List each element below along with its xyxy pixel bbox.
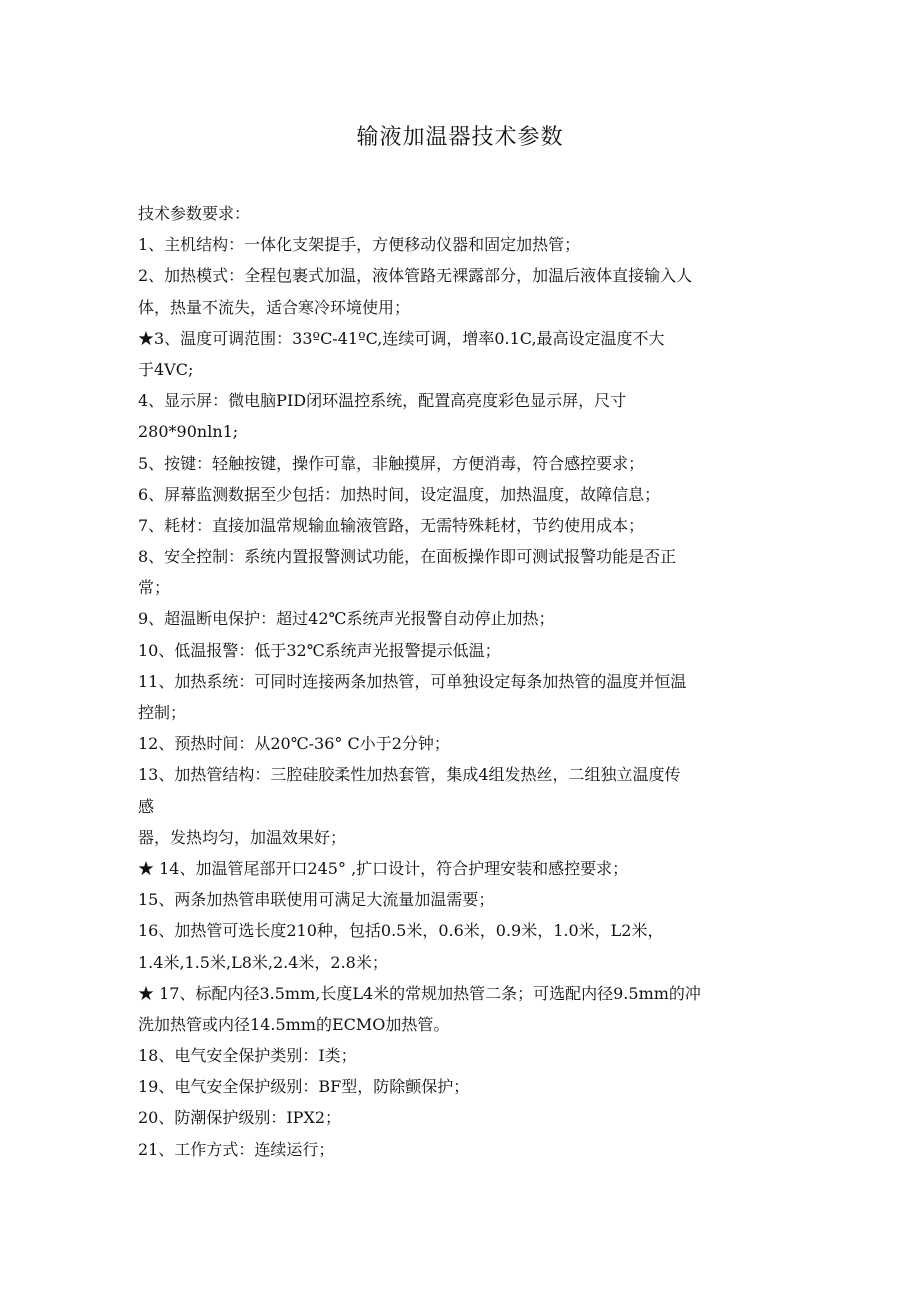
text-line: 11、加热系统：可同时连接两条加热管，可单独设定每条加热管的温度并恒温: [138, 671, 687, 691]
text-line: 9、超温断电保护：超过42℃系统声光报警自动停止加热；: [138, 609, 555, 629]
text-line: 2、加热模式：全程包裹式加温，液体管路无裸露部分，加温后液体直接输入人: [138, 266, 693, 286]
text-line: 6、屏幕监测数据至少包括：加热时间，设定温度，加热温度，故障信息；: [138, 484, 661, 504]
text-line: 12、预热时间：从20℃-36° C小于2分钟；: [138, 734, 450, 754]
text-line: 19、电气安全保护级别：BF型，防除颤保护；: [138, 1077, 470, 1097]
text-line: 器，发热均匀，加温效果好；: [138, 827, 347, 847]
text-line: 4、显示屏：微电脑PID闭环温控系统，配置高亮度彩色显示屏，尺寸: [138, 391, 627, 411]
text-line: 18、电气安全保护类别：I类；: [138, 1046, 357, 1066]
text-line: 感: [138, 796, 155, 816]
text-line: 1.4米,1.5米,L8米,2.4米，2.8米；: [138, 952, 388, 972]
text-line: 13、加热管结构：三腔硅胶柔性加热套管，集成4组发热丝，二组独立温度传: [138, 765, 681, 785]
text-line: 控制；: [138, 703, 187, 722]
text-line: 10、低温报警：低于32℃系统声光报警提示低温；: [138, 640, 501, 660]
text-line: 8、安全控制：系统内置报警测试功能，在面板操作即可测试报警功能是否正: [138, 547, 677, 567]
text-line: ★ 17、标配内径3.5mm,长度L4米的常规加热管二条；可选配内径9.5mm的冲: [138, 983, 701, 1003]
text-line: 280*90nln1;: [138, 422, 239, 442]
text-line: 16、加热管可选长度210种，包括0.5米，0.6米，0.9米，1.0米，L2米，: [138, 921, 664, 941]
text-line: 5、按键：轻触按键，操作可靠，非触摸屏，方便消毒，符合感控要求；: [138, 453, 645, 473]
text-line: 15、两条加热管串联使用可满足大流量加温需要；: [138, 890, 495, 910]
document-title: 输液加温器技术参数: [356, 125, 564, 150]
text-line: 7、耗材：直接加温常规输血输液管路，无需特殊耗材，节约使用成本；: [138, 515, 645, 535]
text-line: 20、防潮保护级别：IPX2；: [138, 1108, 342, 1128]
text-line: 常；: [138, 578, 171, 598]
document-body: [138, 198, 788, 1165]
text-line: 技术参数要求：: [138, 204, 251, 223]
text-line: 洗加热管或内径14.5mm的ECMO加热管。: [138, 1014, 450, 1034]
text-line: ★3、温度可调范围：33ºC-41ºC,连续可调，增率0.1C,最高设定温度不大: [138, 328, 665, 348]
text-line: 21、工作方式：连续运行；: [138, 1139, 335, 1159]
text-line: ★ 14、加温管尾部开口245° ,扩口设计，符合护理安装和感控要求；: [138, 858, 629, 878]
text-line: 1、主机结构：一体化支架提手，方便移动仪器和固定加热管；: [138, 235, 581, 255]
text-line: 于4VC;: [138, 359, 194, 379]
text-line: 体，热量不流失，适合寒冷环境使用；: [138, 297, 411, 317]
